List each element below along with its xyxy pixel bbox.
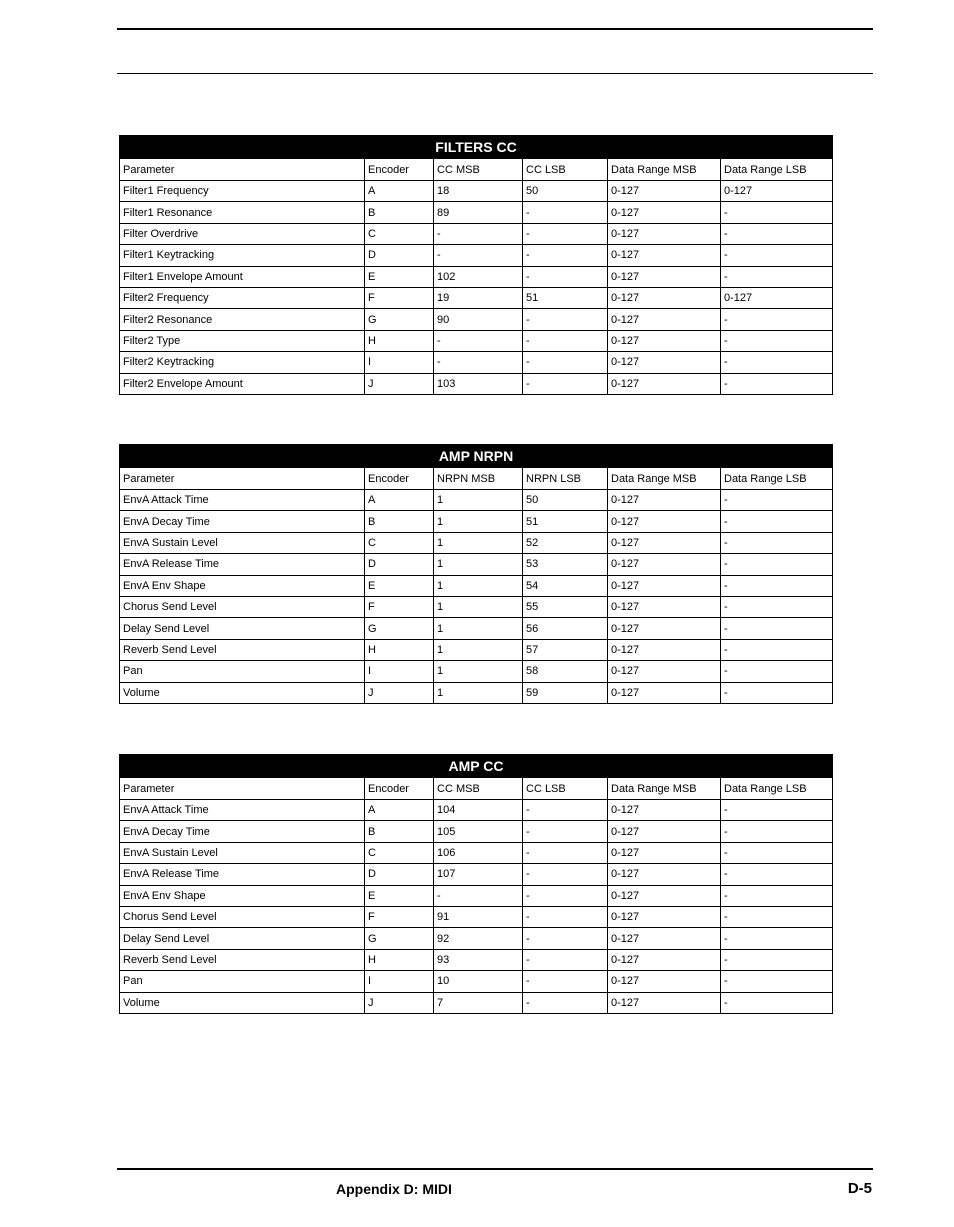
table-cell: Reverb Send Level <box>120 639 365 660</box>
table-cell: Pan <box>120 661 365 682</box>
table-cell: - <box>721 532 833 553</box>
table-cell: - <box>721 661 833 682</box>
table-cell: 50 <box>523 490 608 511</box>
header-rule-top <box>117 28 873 30</box>
table-cell: 1 <box>434 596 523 617</box>
table-cell: G <box>365 618 434 639</box>
table-cell: Filter2 Frequency <box>120 287 365 308</box>
table-row <box>120 352 833 373</box>
table-cell: EnvA Attack Time <box>120 490 365 511</box>
table-amp-cc <box>119 754 832 1014</box>
table-cell: E <box>365 885 434 906</box>
table-cell: 0-127 <box>608 245 721 266</box>
table-cell: 0-127 <box>608 992 721 1013</box>
table-cell: - <box>523 864 608 885</box>
table-cell: EnvA Decay Time <box>120 511 365 532</box>
table-cell: 0-127 <box>721 181 833 202</box>
table-cell: 0-127 <box>608 682 721 703</box>
table-row <box>120 618 833 639</box>
table-header-row <box>120 159 833 181</box>
table-row <box>120 885 833 906</box>
column-header: Parameter <box>120 468 365 490</box>
table-row <box>120 554 833 575</box>
table-cell: 51 <box>523 511 608 532</box>
table-row <box>120 842 833 863</box>
table-cell: A <box>365 181 434 202</box>
table-cell: C <box>365 223 434 244</box>
column-header: CC LSB <box>523 159 608 181</box>
table-cell: 0-127 <box>608 821 721 842</box>
table-cell: - <box>721 373 833 394</box>
table-cell: I <box>365 352 434 373</box>
table-cell: 10 <box>434 971 523 992</box>
table-row <box>120 821 833 842</box>
table-cell: 55 <box>523 596 608 617</box>
table-cell: 0-127 <box>608 949 721 970</box>
table-row <box>120 245 833 266</box>
table-cell: - <box>523 949 608 970</box>
table-cell: 0-127 <box>608 885 721 906</box>
table-cell: 1 <box>434 532 523 553</box>
table-cell: B <box>365 821 434 842</box>
column-header: Data Range LSB <box>721 468 833 490</box>
table-cell: B <box>365 202 434 223</box>
table-cell: I <box>365 971 434 992</box>
table-row <box>120 949 833 970</box>
table-cell: - <box>434 245 523 266</box>
table-cell: - <box>523 202 608 223</box>
table-cell: 53 <box>523 554 608 575</box>
table-cell: Filter1 Envelope Amount <box>120 266 365 287</box>
table-cell: Filter2 Type <box>120 330 365 351</box>
table-row <box>120 864 833 885</box>
table-cell: F <box>365 906 434 927</box>
table-cell: 0-127 <box>608 618 721 639</box>
table-cell: Reverb Send Level <box>120 949 365 970</box>
table-cell: F <box>365 596 434 617</box>
table-cell: 18 <box>434 181 523 202</box>
page-number: D-5 <box>847 1180 872 1197</box>
table-cell: - <box>434 352 523 373</box>
table-cell: 0-127 <box>608 373 721 394</box>
table-cell: - <box>434 330 523 351</box>
table-cell: - <box>721 266 833 287</box>
table-cell: 59 <box>523 682 608 703</box>
table-cell: - <box>721 575 833 596</box>
column-header: Encoder <box>365 778 434 800</box>
table-cell: Filter2 Keytracking <box>120 352 365 373</box>
table-cell: G <box>365 309 434 330</box>
table-cell: - <box>523 800 608 821</box>
table-cell: - <box>523 266 608 287</box>
table-cell: 0-127 <box>608 971 721 992</box>
table-cell: - <box>523 330 608 351</box>
header-rule-bottom <box>117 73 873 74</box>
table-row <box>120 287 833 308</box>
table-cell: 50 <box>523 181 608 202</box>
table-cell: 0-127 <box>608 596 721 617</box>
table-cell: 0-127 <box>608 202 721 223</box>
table-row <box>120 928 833 949</box>
table-cell: - <box>721 309 833 330</box>
table-cell: 107 <box>434 864 523 885</box>
table-cell: - <box>721 800 833 821</box>
table-cell: 90 <box>434 309 523 330</box>
table-cell: - <box>523 928 608 949</box>
table-cell: 54 <box>523 575 608 596</box>
table-cell: 1 <box>434 661 523 682</box>
table-cell: 1 <box>434 490 523 511</box>
table-cell: 92 <box>434 928 523 949</box>
table-cell: 57 <box>523 639 608 660</box>
table-cell: 19 <box>434 287 523 308</box>
midi-table <box>119 444 833 704</box>
column-header: Encoder <box>365 159 434 181</box>
table-cell: - <box>523 821 608 842</box>
column-header: NRPN LSB <box>523 468 608 490</box>
table-row <box>120 266 833 287</box>
table-cell: - <box>721 202 833 223</box>
table-cell: - <box>721 949 833 970</box>
table-cell: EnvA Attack Time <box>120 800 365 821</box>
table-cell: Filter1 Keytracking <box>120 245 365 266</box>
table-row <box>120 490 833 511</box>
column-header: CC LSB <box>523 778 608 800</box>
column-header: Data Range MSB <box>608 159 721 181</box>
table-amp-nrpn <box>119 444 832 704</box>
table-cell: Volume <box>120 992 365 1013</box>
table-row <box>120 202 833 223</box>
table-row <box>120 575 833 596</box>
table-cell: 0-127 <box>608 906 721 927</box>
table-cell: - <box>721 885 833 906</box>
column-header: Parameter <box>120 778 365 800</box>
table-cell: G <box>365 928 434 949</box>
table-cell: Volume <box>120 682 365 703</box>
column-header: Data Range LSB <box>721 159 833 181</box>
table-cell: Chorus Send Level <box>120 596 365 617</box>
table-cell: 51 <box>523 287 608 308</box>
table-row <box>120 906 833 927</box>
table-cell: - <box>523 352 608 373</box>
table-cell: 0-127 <box>608 181 721 202</box>
table-cell: 89 <box>434 202 523 223</box>
table-cell: 102 <box>434 266 523 287</box>
table-cell: - <box>523 906 608 927</box>
table-cell: - <box>721 971 833 992</box>
table-cell: - <box>721 992 833 1013</box>
column-header: Parameter <box>120 159 365 181</box>
table-cell: 52 <box>523 532 608 553</box>
table-cell: - <box>434 885 523 906</box>
table-cell: C <box>365 842 434 863</box>
table-cell: 0-127 <box>608 330 721 351</box>
table-cell: 0-127 <box>608 532 721 553</box>
footer-title: Appendix D: MIDI <box>336 1181 452 1197</box>
table-cell: E <box>365 575 434 596</box>
table-cell: Pan <box>120 971 365 992</box>
table-cell: J <box>365 992 434 1013</box>
table-cell: - <box>523 992 608 1013</box>
table-cell: - <box>721 490 833 511</box>
table-cell: - <box>721 618 833 639</box>
table-cell: B <box>365 511 434 532</box>
table-title: AMP CC <box>120 755 833 778</box>
table-cell: A <box>365 490 434 511</box>
table-cell: 7 <box>434 992 523 1013</box>
table-cell: - <box>721 928 833 949</box>
column-header: Encoder <box>365 468 434 490</box>
table-row <box>120 181 833 202</box>
table-cell: 0-127 <box>608 800 721 821</box>
table-cell: EnvA Env Shape <box>120 885 365 906</box>
table-row <box>120 992 833 1013</box>
table-row <box>120 596 833 617</box>
table-cell: 103 <box>434 373 523 394</box>
column-header: Data Range MSB <box>608 468 721 490</box>
table-cell: - <box>721 245 833 266</box>
column-header: Data Range LSB <box>721 778 833 800</box>
table-cell: H <box>365 330 434 351</box>
table-row <box>120 223 833 244</box>
table-cell: Filter1 Resonance <box>120 202 365 223</box>
table-cell: - <box>721 639 833 660</box>
table-cell: D <box>365 554 434 575</box>
table-cell: C <box>365 532 434 553</box>
table-title: FILTERS CC <box>120 136 833 159</box>
table-cell: - <box>523 245 608 266</box>
table-cell: D <box>365 864 434 885</box>
table-cell: 0-127 <box>608 554 721 575</box>
table-cell: D <box>365 245 434 266</box>
table-cell: - <box>523 885 608 906</box>
table-cell: 56 <box>523 618 608 639</box>
table-cell: H <box>365 949 434 970</box>
table-cell: - <box>721 864 833 885</box>
table-cell: 0-127 <box>608 266 721 287</box>
table-cell: - <box>721 352 833 373</box>
table-row <box>120 511 833 532</box>
table-cell: A <box>365 800 434 821</box>
table-cell: Delay Send Level <box>120 928 365 949</box>
table-cell: 1 <box>434 618 523 639</box>
table-cell: F <box>365 287 434 308</box>
table-cell: - <box>523 223 608 244</box>
table-cell: EnvA Env Shape <box>120 575 365 596</box>
column-header: CC MSB <box>434 778 523 800</box>
column-header: CC MSB <box>434 159 523 181</box>
table-row <box>120 309 833 330</box>
table-cell: - <box>523 373 608 394</box>
table-cell: 104 <box>434 800 523 821</box>
table-cell: EnvA Decay Time <box>120 821 365 842</box>
table-row <box>120 330 833 351</box>
table-cell: EnvA Release Time <box>120 554 365 575</box>
table-row <box>120 373 833 394</box>
table-cell: 1 <box>434 511 523 532</box>
table-cell: 0-127 <box>608 511 721 532</box>
table-cell: 0-127 <box>721 287 833 308</box>
table-row <box>120 639 833 660</box>
table-cell: 93 <box>434 949 523 970</box>
table-header-row <box>120 778 833 800</box>
table-cell: 0-127 <box>608 352 721 373</box>
table-cell: Delay Send Level <box>120 618 365 639</box>
column-header: Data Range MSB <box>608 778 721 800</box>
footer-rule <box>117 1168 873 1170</box>
table-cell: J <box>365 373 434 394</box>
table-cell: 0-127 <box>608 490 721 511</box>
table-cell: Filter2 Envelope Amount <box>120 373 365 394</box>
table-cell: 0-127 <box>608 661 721 682</box>
table-cell: EnvA Sustain Level <box>120 842 365 863</box>
table-cell: - <box>721 330 833 351</box>
table-cell: 1 <box>434 554 523 575</box>
table-cell: - <box>721 554 833 575</box>
table-title: AMP NRPN <box>120 445 833 468</box>
table-cell: 58 <box>523 661 608 682</box>
table-cell: H <box>365 639 434 660</box>
table-cell: Filter Overdrive <box>120 223 365 244</box>
table-cell: Filter1 Frequency <box>120 181 365 202</box>
table-cell: - <box>721 842 833 863</box>
column-header: NRPN MSB <box>434 468 523 490</box>
table-cell: 0-127 <box>608 287 721 308</box>
table-cell: J <box>365 682 434 703</box>
table-cell: 106 <box>434 842 523 863</box>
table-header-row <box>120 468 833 490</box>
table-row <box>120 682 833 703</box>
table-cell: EnvA Sustain Level <box>120 532 365 553</box>
table-row <box>120 532 833 553</box>
table-cell: - <box>523 971 608 992</box>
table-cell: - <box>523 309 608 330</box>
midi-table <box>119 754 833 1014</box>
table-cell: - <box>721 511 833 532</box>
table-cell: 0-127 <box>608 928 721 949</box>
table-row <box>120 971 833 992</box>
table-cell: I <box>365 661 434 682</box>
midi-table <box>119 135 833 395</box>
table-cell: EnvA Release Time <box>120 864 365 885</box>
table-cell: - <box>523 842 608 863</box>
table-cell: E <box>365 266 434 287</box>
table-cell: - <box>721 223 833 244</box>
table-filters-cc <box>119 135 832 395</box>
table-cell: 105 <box>434 821 523 842</box>
table-cell: 0-127 <box>608 575 721 596</box>
table-cell: 91 <box>434 906 523 927</box>
table-cell: 0-127 <box>608 864 721 885</box>
table-cell: - <box>721 906 833 927</box>
table-row <box>120 661 833 682</box>
table-row <box>120 800 833 821</box>
table-cell: 0-127 <box>608 309 721 330</box>
table-cell: - <box>434 223 523 244</box>
table-cell: - <box>721 682 833 703</box>
table-cell: Filter2 Resonance <box>120 309 365 330</box>
table-cell: - <box>721 821 833 842</box>
table-cell: 1 <box>434 575 523 596</box>
table-cell: - <box>721 596 833 617</box>
table-cell: Chorus Send Level <box>120 906 365 927</box>
table-cell: 0-127 <box>608 223 721 244</box>
table-cell: 0-127 <box>608 842 721 863</box>
table-cell: 0-127 <box>608 639 721 660</box>
table-cell: 1 <box>434 639 523 660</box>
table-cell: 1 <box>434 682 523 703</box>
